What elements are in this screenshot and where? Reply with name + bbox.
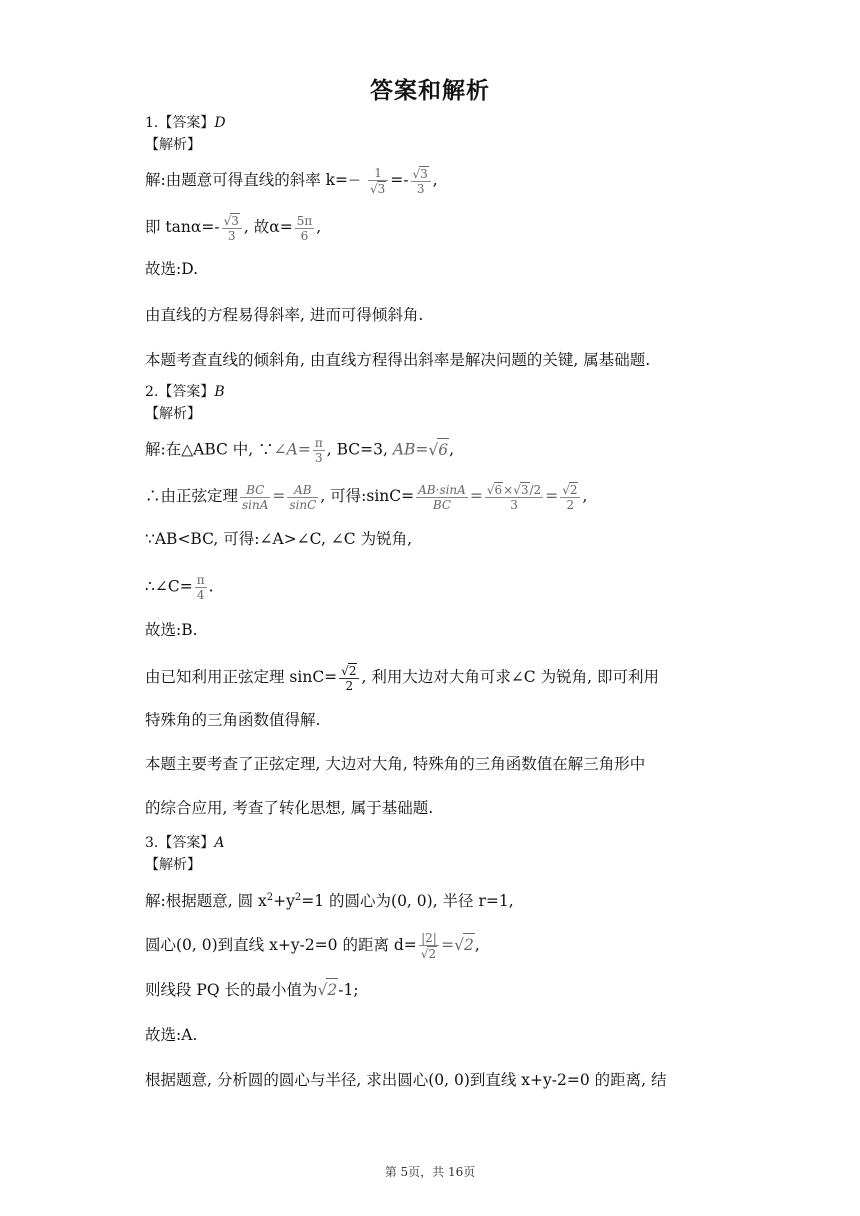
q2-note4: 的综合应用, 考查了转化思想, 属于基础题. [145, 799, 434, 817]
q3-solution-line1: 解:根据题意, 圆 $x^2+y^2=1$ 的圆心为(0, 0), 半径 r=1, [145, 892, 514, 911]
fraction: $\frac{√2}{2}$ [560, 482, 580, 512]
fraction: $\frac{\pi}{3}$ [314, 436, 323, 465]
fraction: $\frac{AB\cdot\sin A}{BC}$ [418, 482, 466, 512]
fraction: $\frac{1}{√3}$ [368, 166, 388, 196]
fraction: $\frac{√2}{2}$ [339, 663, 359, 693]
q1-answer-line [145, 112, 226, 134]
q2-analysis-label: 【解析】 [145, 406, 201, 422]
q3-solution-line3: 则线段 PQ 长的最小值为√2-1; [145, 978, 359, 1001]
q2-answer-label: 2.【答案】 [145, 384, 215, 400]
fraction: $\frac{\pi}{4}$ [196, 573, 205, 602]
q1-analysis-label: 【解析】 [145, 137, 201, 153]
q1-solution-line1: 解:由题意可得直线的斜率 k=− $\frac{1}{√3}$ =- $\frac{√3}{3}$ , [145, 166, 438, 196]
fraction: $\frac{5\pi}{6}$ [296, 213, 313, 243]
fraction: $\frac{√6\times√3/2}{3}$ [486, 483, 542, 512]
fraction: $\frac{AB}{\sin C}$ [289, 482, 317, 512]
q2-note3: 本题主要考查了正弦定理, 大边对大角, 特殊角的三角函数值在解三角形中 [145, 755, 646, 773]
fraction: $\frac{√3}{3}$ [411, 166, 431, 196]
q1-note2: 本题考查直线的倾斜角, 由直线方程得出斜率是解决问题的关键, 属基础题. [145, 351, 651, 369]
q2-choose: 故选:B. [145, 621, 198, 639]
q2-answer: B [214, 384, 225, 400]
fraction: $\frac{BC}{\sin A}$ [242, 482, 269, 512]
fraction: $\frac{|2|}{√2}$ [419, 931, 439, 961]
q2-note1: 由已知利用正弦定理 sinC= $\frac{√2}{2}$ , 利用大边对大角可求∠C 为锐角, 即可利用 [145, 664, 659, 693]
page-footer: 第 5页，共 16页 [384, 1165, 476, 1179]
q1-answer-label: 1.【答案】 [145, 115, 215, 131]
fraction: $\frac{√3}{3}$ [222, 213, 242, 243]
q2-solution-line2: ∴由正弦定理 $\frac{BC}{\sin A}$ = $\frac{AB}{\sin C}$ , 可得:sinC= $\frac{AB\cdot\sin A}{BC}$ = $\frac{√6\times√3/2}{3}$ = $\frac{√2}{2}$ , [145, 482, 588, 512]
q1-solution-line2: 即 tanα=- $\frac{√3}{3}$ , 故α= $\frac{5\pi}{6}$ , [145, 213, 322, 243]
q2-solution-line1: 解:在△ABC 中, ∵∠A= $\frac{\pi}{3}$ , BC=3, AB=√6, [145, 436, 455, 465]
q2-solution-line4: ∴∠C= $\frac{\pi}{4}$ . [145, 573, 214, 602]
q3-analysis-label: 【解析】 [145, 857, 201, 873]
q2-note2: 特殊角的三角函数值得解. [145, 711, 321, 729]
q3-note1: 根据题意, 分析圆的圆心与半径, 求出圆心(0, 0)到直线 x+y-2=0 的距离, 结 [145, 1071, 667, 1089]
q3-solution-line2: 圆心(0, 0)到直线 x+y-2=0 的距离 d= $\frac{|2|}{√2}$ =√2, [145, 931, 480, 961]
q3-answer-label: 3.【答案】 [145, 835, 215, 851]
q3-answer-line [145, 832, 224, 854]
q2-answer-line [145, 381, 225, 403]
page-title: 答案和解析 [370, 78, 490, 104]
q2-solution-line3: ∵AB<BC, 可得:∠A>∠C, ∠C 为锐角, [145, 530, 413, 548]
q1-choose: 故选:D. [145, 260, 199, 278]
q1-answer: D [214, 115, 226, 131]
q3-choose: 故选:A. [145, 1026, 198, 1044]
q3-answer: A [214, 835, 225, 851]
q1-note1: 由直线的方程易得斜率, 进而可得倾斜角. [145, 306, 424, 324]
